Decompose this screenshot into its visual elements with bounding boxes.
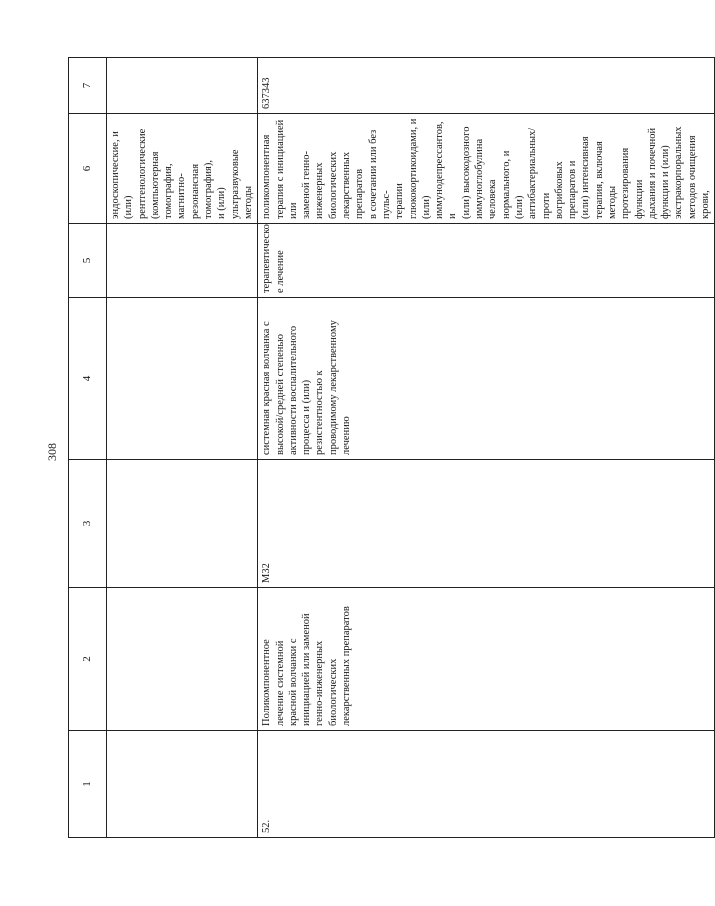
header-row <box>69 58 107 838</box>
column-header-5: 5 <box>69 224 107 298</box>
continuation-cell-4 <box>107 298 258 460</box>
column-header-7: 7 <box>69 58 107 114</box>
continuation-method-cell: эндоскопические, и (или) рентгенологические (компьютерная томография, магнитно- резонансная томография), и (или) ультразвуковые методы <box>107 114 258 224</box>
continuation-cell-2 <box>107 588 258 731</box>
entry-code: М32 <box>258 460 715 588</box>
entry-patient-model: системная красная волчанка с высокой/средней степенью активности воспалительного процесса и (или) резистентностью к проводимому лекарственному лечению <box>258 298 715 460</box>
medical-care-table <box>68 57 715 838</box>
column-header-2: 2 <box>69 588 107 731</box>
rotated-table-container <box>68 58 712 838</box>
entry-number: 52. <box>258 731 715 838</box>
continuation-cell-3 <box>107 460 258 588</box>
table-row <box>258 58 715 838</box>
column-header-1: 1 <box>69 731 107 838</box>
entry-name: Поликомпонентное лечение системной красной волчанки с инициацией или заменой генно-инженерных биологических лекарственных препаратов <box>258 588 715 731</box>
continuation-cell-1 <box>107 731 258 838</box>
continuation-cell-5 <box>107 224 258 298</box>
continuation-row <box>107 58 258 838</box>
continuation-cell-7 <box>107 58 258 114</box>
column-header-4: 4 <box>69 298 107 460</box>
column-header-6: 6 <box>69 114 107 224</box>
column-header-3: 3 <box>69 460 107 588</box>
page-number: 308 <box>44 443 59 461</box>
entry-treatment-type: терапевтическо е лечение <box>258 224 715 298</box>
entry-cost: 637343 <box>258 58 715 114</box>
entry-method: поликомпонентная терапия с инициацией или заменой генно- инженерных биологических лекарственных препаратов в сочетании или без пульс- терапии глюкокортикоидами, и (или) иммунодепрессантов, и (или) высокодозного иммуноглобулина человека нормального, и (или) антибактериальных/проти вогрибковых препаратов и (или) интенсивная терапия, включая методы протезирования функции дыхания и почечной функции и (или) экстракорпоральных методов очищения крови, <box>258 114 715 224</box>
